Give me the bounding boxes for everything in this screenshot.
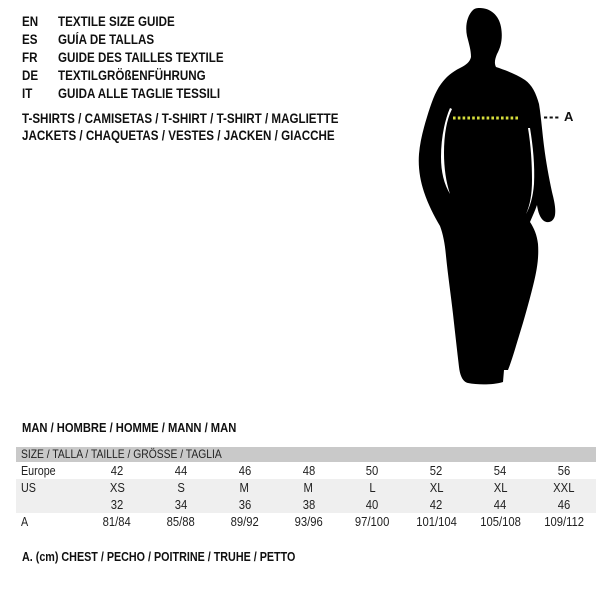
category-line-tshirts: T-SHIRTS / CAMISETAS / T-SHIRT / T-SHIRT / MAGLIETTE <box>22 111 339 126</box>
size-cell: 85/88 <box>166 514 195 529</box>
size-cell: 38 <box>302 497 315 512</box>
man-silhouette <box>419 8 556 384</box>
language-label: TEXTILGRÖßENFÜHRUNG <box>58 68 206 83</box>
man-silhouette-figure <box>405 5 575 385</box>
size-cell: 81/84 <box>102 514 132 529</box>
size-cell: 54 <box>493 463 507 478</box>
language-row-it <box>22 85 251 103</box>
size-cell: 93/96 <box>294 514 323 529</box>
size-cell: 56 <box>557 463 571 478</box>
language-code: FR <box>22 50 38 65</box>
size-cell: 42 <box>430 497 443 512</box>
language-label: TEXTILE SIZE GUIDE <box>58 14 175 29</box>
size-cell: XL <box>493 480 508 495</box>
size-cell: 105/108 <box>479 514 521 529</box>
size-cell: 36 <box>238 497 251 512</box>
size-cell: XXL <box>553 480 575 495</box>
table-row-numeric <box>16 496 596 513</box>
language-row-es <box>22 31 251 49</box>
size-cell: 101/104 <box>415 514 457 529</box>
table-row-chest-a <box>16 513 596 530</box>
row-label: Europe <box>21 463 56 478</box>
size-cell: M <box>239 480 250 495</box>
size-cell: M <box>303 480 314 495</box>
language-label: GUIDE DES TAILLES TEXTILE <box>58 50 224 65</box>
section-heading-man: MAN / HOMBRE / HOMME / MANN / MAN <box>22 420 237 435</box>
size-cell: 44 <box>493 497 507 512</box>
size-cell: 40 <box>366 497 379 512</box>
size-cell: 46 <box>238 463 251 478</box>
row-label: US <box>21 480 36 495</box>
table-row-europe <box>16 462 596 479</box>
row-label: A <box>21 514 29 529</box>
language-guide-list <box>22 13 251 103</box>
footnote-chest: A. (cm) CHEST / PECHO / POITRINE / TRUHE / PETTO <box>22 550 296 564</box>
size-cell: 48 <box>302 463 315 478</box>
language-code: EN <box>22 14 39 29</box>
size-cell: L <box>369 480 376 495</box>
garment-categories <box>22 110 390 144</box>
size-cell: 46 <box>557 497 571 512</box>
size-cell: S <box>177 480 185 495</box>
size-table-header: SIZE / TALLA / TAILLE / GRÖSSE / TAGLIA <box>16 447 596 462</box>
size-cell: 89/92 <box>230 514 259 529</box>
size-cell: 50 <box>366 463 379 478</box>
language-code: ES <box>22 32 38 47</box>
language-code: DE <box>22 68 39 83</box>
row-label <box>16 498 85 512</box>
size-cell: 34 <box>174 497 188 512</box>
table-row-us <box>16 479 596 496</box>
size-cell: 97/100 <box>355 514 390 529</box>
category-line-jackets: JACKETS / CHAQUETAS / VESTES / JACKEN / GIACCHE <box>22 128 335 143</box>
size-cell: 42 <box>110 463 124 478</box>
language-code: IT <box>22 86 33 101</box>
language-row-en <box>22 13 251 31</box>
size-cell: 109/112 <box>544 514 584 529</box>
language-label: GUIDA ALLE TAGLIE TESSILI <box>58 86 221 101</box>
size-cell: 44 <box>174 463 188 478</box>
size-cell: 32 <box>110 497 124 512</box>
language-label: GUÍA DE TALLAS <box>58 32 155 47</box>
size-cell: XL <box>429 480 444 495</box>
measure-label-a: A <box>564 109 574 124</box>
language-row-fr <box>22 49 251 67</box>
size-cell: 52 <box>430 463 443 478</box>
size-table <box>16 447 596 530</box>
size-cell: XS <box>109 480 125 495</box>
language-row-de <box>22 67 251 85</box>
